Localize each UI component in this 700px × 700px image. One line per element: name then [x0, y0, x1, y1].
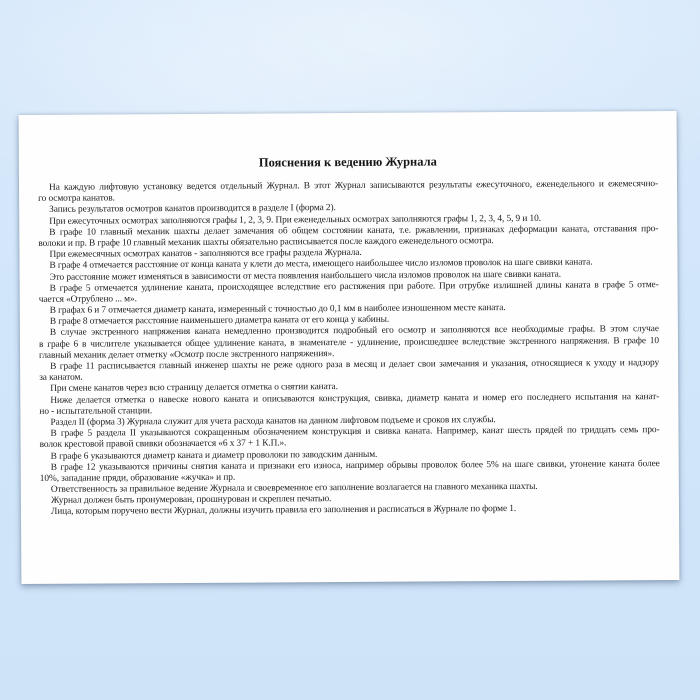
paragraph-line: В графе 10 главный механик шахты делает замечания об общем состоянии каната, т.е. ржавлении, признаках деформации каната, отставания про-: [49, 223, 659, 238]
paragraph-line: При ежесуточных осмотрах заполняются графы 1, 2, 3, 9. При еженедельных осмотрах заполняются графы 1, 2, 3, 4, 5, 9 и 10.: [49, 213, 541, 227]
paragraph-line: Ответственность за правильное ведение Журнала и своевременное его заполнение возлагается на главного механика шахты.: [50, 481, 538, 495]
paragraph-line: волок крестовой правой свивки обозначается «6 х 37 + 1 К.П.».: [39, 438, 287, 451]
paragraph-line: волоки и пр. В графе 10 главный механик шахты обязательно расписывается после каждого еженедельного осмотра.: [38, 236, 494, 249]
paragraph-line: чается «Отрублено ... м».: [38, 294, 137, 305]
paragraph-line: В графе 6 указываются диаметр каната и диаметр проволоки по заводским данным.: [50, 449, 378, 462]
paragraph-line: В графе 5 отмечается удлинение каната, происходящее вследствие его растяжения при работе. При отрубке излишней длины каната в графе 5 отме-: [49, 279, 659, 294]
paragraph-line: главный механик делает отметку «Осмотр после экстренного напряжения».: [39, 348, 335, 361]
paragraph-line: Запись результатов осмотров канатов производится в разделе I (форма 2).: [49, 203, 336, 216]
paragraph-line: Ниже делается отметка о навеске нового каната и описываются конструкция, свивка, диаметр каната и номер его последнего испытания на канат-: [50, 391, 660, 406]
document-page: [19, 111, 680, 584]
paragraph-line: в графе 6 в числителе указывается общее удлинение каната, в знаменателе - удлинение, происшедшее вследствие экстренного напряжения. В графе 10: [38, 335, 659, 350]
paragraph-line: В графах 6 и 7 отмечается диаметр каната, измеренный с точностью до 0,1 мм в наиболее изношенном месте каната.: [49, 303, 506, 316]
paragraph-line: Журнал должен быть пронумерован, прошнурован и скреплен печатью.: [50, 494, 332, 507]
paragraph-line: за канатом.: [39, 372, 83, 384]
paragraph-line: При смене канатов через всю страницу делается отметка о снятии каната.: [50, 382, 338, 395]
paragraph-line: В графе 12 указываются причины снятия каната и признаки его износа, например обрывы проволок более 5% на шаге свивки, утонение каната более: [50, 458, 660, 473]
paragraph-line: В графе 4 отмечается расстояние от конца каната у клети до места, имеющего наибольшее число изломов проволок на шаге свивки каната.: [49, 257, 593, 272]
paragraph-line: Это расстояние может изменяться в зависимости от места появления наибольшего числа изломов проволок на шаге свивки каната.: [49, 269, 562, 283]
paragraph-line: При ежемесячных осмотрах канатов - заполняются все графы раздела Журнала.: [49, 248, 362, 260]
document-body: [38, 179, 660, 518]
paragraph-line: го осмотра канатов.: [38, 193, 115, 205]
paragraph-line: В графе 5 раздела II указываются сокращенным обозначением конструкция и свивка каната. Например, канат шесть прядей по тридцать семь про-: [50, 425, 660, 439]
paragraph-line: 10%, западание пряди, образование «жучка» и пр.: [39, 472, 236, 484]
paragraph-line: На каждую лифтовую установку ведется отдельный Журнал. В этот Журнал записываются результаты ежесуточного, еженедельного и ежемесячно-: [48, 179, 659, 193]
paragraph: [39, 325, 659, 362]
paragraph-line: Лица, которым поручено вести Журнал, должны изучить правила его заполнения и расписаться в Журнале по форме 1.: [50, 504, 517, 518]
paragraph-line: В графе 11 расписывается главный инженер шахты не реже одного раза в месяц и делает свои замечания и указания, относящиеся к уходу и надзору: [50, 358, 660, 372]
paragraph-line: В графе 8 отмечается расстояние наименьшего диаметра каната от его конца у кабины.: [49, 315, 390, 328]
paragraph: [40, 504, 660, 519]
paragraph-line: но - испытательной станции.: [39, 405, 153, 417]
paragraph-line: В случае экстренного напряжения каната немедленно производится подробный его осмотр и заполняются все необходимые графы. В этом случае: [49, 324, 659, 339]
paragraph-line: Раздел II (форма 3) Журнала служит для учета расхода канатов на данном лифтовом подъеме и сроков их службы.: [50, 415, 496, 428]
document-title: Пояснения к ведению Журнала: [258, 154, 437, 170]
